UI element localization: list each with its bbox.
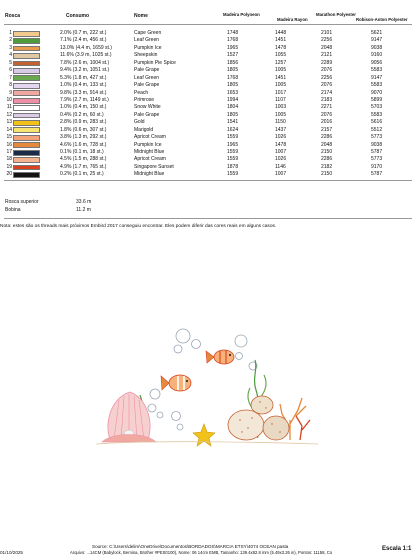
row-madeira-polyneon: 1768 — [227, 74, 239, 81]
row-madeira-rayon: 1257 — [275, 59, 287, 66]
row-madeira-polyneon: 1768 — [227, 37, 239, 44]
row-robison-anton: 5703 — [371, 104, 383, 111]
footer-arquivo: Arquivo: ...14CM (Babylock, Bernina, Brother #PES0100), Nome: 06 14cm EMB, Tamanho: 139.4x82.8 mm (5.49x3.26 in), Pontos: 11158, Co — [70, 550, 333, 555]
row-consumo: 9.4% (3.2 m, 1051 st.) — [60, 67, 110, 74]
row-number: 20 — [6, 171, 12, 178]
rosca-superior-value: 33.6 m — [76, 199, 92, 205]
row-robison-anton: 5583 — [371, 111, 383, 118]
row-robison-anton: 9147 — [371, 74, 383, 81]
fish-tail — [206, 351, 214, 363]
header-consumo: Consumo — [66, 13, 90, 19]
row-number: 3 — [9, 44, 12, 51]
row-robison-anton: 9056 — [371, 59, 383, 66]
fish-body — [169, 375, 191, 391]
row-name: Snow White — [134, 104, 161, 111]
row-madeira-rayon: 1437 — [275, 126, 287, 133]
bubble — [157, 412, 163, 418]
row-consumo: 13.0% (4.4 m, 1659 st.) — [60, 44, 112, 51]
header-nome: Nome — [134, 13, 148, 19]
row-name: Peach — [134, 89, 149, 96]
row-number: 4 — [9, 52, 12, 59]
row-robison-anton: 9160 — [371, 52, 383, 59]
row-robison-anton: 9147 — [371, 37, 383, 44]
row-madeira-rayon: 1448 — [275, 30, 287, 36]
row-consumo: 4.5% (1.5 m, 288 st.) — [60, 156, 107, 163]
row-number: 6 — [9, 67, 12, 74]
row-name: Apricot Cream — [134, 134, 166, 141]
row-marathon: 2150 — [321, 149, 333, 155]
row-madeira-polyneon: 1878 — [227, 163, 239, 170]
row-madeira-polyneon: 1805 — [227, 111, 239, 118]
row-marathon: 2076 — [321, 111, 333, 118]
row-marathon: 2174 — [321, 89, 333, 96]
row-robison-anton: 9170 — [371, 163, 383, 170]
row-robison-anton: 5787 — [371, 171, 383, 178]
row-number: 17 — [6, 149, 12, 155]
row-robison-anton: 9038 — [371, 44, 383, 51]
row-name: Apricot Cream — [134, 156, 166, 163]
rocks — [228, 396, 289, 440]
row-madeira-polyneon: 1559 — [227, 134, 239, 141]
row-consumo: 0.4% (0.2 m, 60 st.) — [60, 111, 104, 118]
row-madeira-rayon: 1003 — [275, 104, 287, 111]
header-marathon-polyester: Marathon Polyester — [316, 12, 356, 17]
row-robison-anton: 5583 — [371, 82, 383, 89]
fish-tail — [161, 376, 169, 390]
row-marathon: 2286 — [321, 134, 333, 141]
row-consumo: 0.2% (0.1 m, 25 st.) — [60, 171, 104, 178]
row-robison-anton: 5773 — [371, 134, 383, 141]
bobina-label: Bobina — [5, 207, 21, 213]
starfish — [193, 424, 215, 446]
bubble — [192, 340, 201, 349]
fish-body — [214, 350, 234, 364]
row-madeira-polyneon: 1965 — [227, 141, 239, 148]
row-madeira-polyneon: 1624 — [227, 126, 239, 133]
row-name: Pale Grape — [134, 67, 160, 74]
row-consumo: 9.8% (3.3 m, 914 st.) — [60, 89, 107, 96]
fish-eye — [229, 354, 231, 356]
row-madeira-rayon: 1055 — [275, 52, 287, 59]
row-madeira-polyneon: 1856 — [227, 59, 239, 66]
row-marathon: 2157 — [321, 126, 333, 133]
row-marathon: 2256 — [321, 37, 333, 44]
row-madeira-polyneon: 1804 — [227, 104, 239, 111]
row-consumo: 1.0% (0.4 m, 150 st.) — [60, 104, 107, 111]
row-number: 1 — [9, 30, 12, 36]
footer-date: 01/10/2025 — [0, 550, 23, 555]
row-madeira-polyneon: 1559 — [227, 156, 239, 163]
row-name: Sheepskin — [134, 52, 158, 59]
row-madeira-polyneon: 1805 — [227, 82, 239, 89]
row-madeira-rayon: 1026 — [275, 134, 287, 141]
row-name: Pale Grape — [134, 111, 160, 118]
row-consumo: 11.6% (3.9 m, 1025 st.) — [60, 52, 112, 59]
row-marathon: 2286 — [321, 156, 333, 163]
row-madeira-rayon: 1007 — [275, 149, 287, 155]
row-name: Leaf Green — [134, 74, 160, 81]
bubble — [150, 389, 160, 399]
header-madeira-rayon: Madeira Rayon — [277, 17, 308, 22]
row-number: 5 — [9, 59, 12, 66]
row-madeira-rayon: 1478 — [275, 44, 287, 51]
row-consumo: 4.6% (1.6 m, 728 st.) — [60, 141, 107, 148]
rock — [263, 416, 289, 440]
row-madeira-polyneon: 1527 — [227, 52, 239, 59]
rock — [251, 396, 273, 414]
row-name: Pale Grape — [134, 82, 160, 89]
row-number: 12 — [6, 111, 12, 118]
row-madeira-rayon: 1451 — [275, 74, 287, 81]
bubble — [235, 335, 247, 347]
row-number: 9 — [9, 89, 12, 96]
row-marathon: 2289 — [321, 59, 333, 66]
header-madeira-polyneon: Madeira Polyneon — [223, 12, 260, 17]
row-madeira-polyneon: 1994 — [227, 96, 239, 103]
row-madeira-rayon: 1005 — [275, 111, 287, 118]
row-number: 18 — [6, 156, 12, 163]
row-name: Pumpkin Ice — [134, 141, 162, 148]
row-name: Midnight Blue — [134, 149, 165, 155]
row-robison-anton: 5512 — [371, 126, 383, 133]
row-robison-anton: 9038 — [371, 141, 383, 148]
row-number: 15 — [6, 134, 12, 141]
row-robison-anton: 5583 — [371, 67, 383, 74]
row-name: Gold — [134, 119, 145, 126]
row-number: 14 — [6, 126, 12, 133]
row-marathon: 2150 — [321, 171, 333, 178]
note-text: Nota: estes são os threads mais próximos Embird 2017 conseguiu encontrar. Eles podem diferir das cores reais em alguns casos. — [0, 224, 277, 229]
row-robison-anton: 9070 — [371, 89, 383, 96]
row-madeira-rayon: 1017 — [275, 89, 287, 96]
footer — [0, 544, 416, 557]
row-madeira-polyneon: 1965 — [227, 44, 239, 51]
row-madeira-rayon: 1026 — [275, 156, 287, 163]
row-madeira-rayon: 1107 — [275, 96, 286, 103]
header-robison-anton: Robison-Anton Polyester — [356, 17, 408, 22]
row-name: Singapore Sunset — [134, 163, 174, 170]
coral-branch — [296, 416, 310, 440]
fish-lower — [161, 375, 191, 391]
row-madeira-rayon: 1146 — [275, 163, 286, 170]
row-name: Leaf Green — [134, 37, 160, 44]
row-madeira-rayon: 1007 — [275, 171, 287, 178]
row-robison-anton: 5621 — [371, 30, 383, 36]
row-number: 11 — [6, 104, 12, 111]
row-madeira-polyneon: 1541 — [227, 119, 239, 126]
row-consumo: 1.8% (0.6 m, 307 st.) — [60, 126, 107, 133]
row-marathon: 2048 — [321, 141, 333, 148]
starfish-shape — [193, 424, 215, 446]
row-consumo: 5.3% (1.8 m, 427 st.) — [60, 74, 107, 81]
row-robison-anton: 5787 — [371, 149, 383, 155]
row-marathon: 2271 — [321, 104, 333, 111]
row-robison-anton: 5773 — [371, 156, 383, 163]
row-number: 8 — [9, 82, 12, 89]
row-madeira-polyneon: 1653 — [227, 89, 239, 96]
rock — [228, 410, 264, 440]
row-madeira-polyneon: 1805 — [227, 67, 239, 74]
bubble — [176, 329, 190, 343]
row-robison-anton: 5616 — [371, 119, 383, 126]
row-marathon: 2182 — [321, 163, 333, 170]
row-name: Primrose — [134, 96, 155, 103]
header-rosca: Rosca — [5, 13, 21, 19]
row-marathon: 2016 — [321, 119, 333, 126]
row-number: 19 — [6, 163, 12, 170]
row-consumo: 7.9% (2.7 m, 1149 st.) — [60, 96, 109, 103]
row-madeira-rayon: 1005 — [275, 67, 287, 74]
row-marathon: 2101 — [321, 30, 333, 36]
rosca-superior-label: Rosca superior — [5, 199, 39, 205]
row-madeira-rayon: 1478 — [275, 141, 287, 148]
bubble — [148, 404, 156, 412]
row-robison-anton: 5899 — [371, 96, 383, 103]
bubble — [236, 353, 243, 360]
footer-escala: Escala 1:1 — [382, 546, 412, 552]
row-name: Marigold — [134, 126, 154, 133]
row-number: 7 — [9, 74, 12, 81]
shell — [102, 392, 156, 442]
row-number: 10 — [6, 96, 12, 103]
row-marathon: 2048 — [321, 44, 333, 51]
bubble — [177, 424, 183, 430]
row-name: Pumpkin Pie Spice — [134, 59, 176, 66]
row-consumo: 2.8% (0.9 m, 283 st.) — [60, 119, 107, 126]
row-name: Pumpkin Ice — [134, 44, 162, 51]
row-name: Cape Green — [134, 30, 162, 36]
bubble — [174, 345, 182, 353]
bobina-value: 11.2 m — [76, 207, 91, 213]
bubble — [172, 412, 181, 421]
row-consumo: 0.1% (0.1 m, 18 st.) — [60, 149, 104, 155]
row-name: Midnight Blue — [134, 171, 165, 178]
fish-upper — [206, 350, 234, 364]
row-number: 16 — [6, 141, 12, 148]
row-number: 13 — [6, 119, 12, 126]
fish-eye — [186, 380, 188, 382]
row-consumo: 7.1% (2.4 m, 456 st.) — [60, 37, 107, 44]
row-marathon: 2076 — [321, 82, 333, 89]
row-marathon: 2121 — [321, 52, 333, 59]
row-consumo: 7.8% (2.6 m, 1004 st.) — [60, 59, 110, 66]
row-marathon: 2076 — [321, 67, 333, 74]
row-consumo: 1.0% (0.4 m, 133 st.) — [60, 82, 107, 89]
row-consumo: 2.0% (0.7 m, 222 st.) — [60, 30, 107, 36]
row-madeira-polyneon: 1748 — [227, 30, 239, 36]
row-marathon: 2183 — [321, 96, 333, 103]
row-madeira-rayon: 1150 — [275, 119, 286, 126]
row-consumo: 3.8% (1.3 m, 292 st.) — [60, 134, 107, 141]
footer-source: Source: C:\Users\delim\OneDrive\Documentos\BORDADOS\MARCIA ETSY\4074 OCEAN pasta — [92, 544, 289, 549]
row-madeira-rayon: 1451 — [275, 37, 287, 44]
row-consumo: 4.9% (1.7 m, 765 st.) — [60, 163, 107, 170]
row-number: 2 — [9, 37, 12, 44]
row-madeira-rayon: 1005 — [275, 82, 287, 89]
row-marathon: 2256 — [321, 74, 333, 81]
row-madeira-polyneon: 1559 — [227, 171, 239, 178]
row-madeira-polyneon: 1559 — [227, 149, 239, 155]
